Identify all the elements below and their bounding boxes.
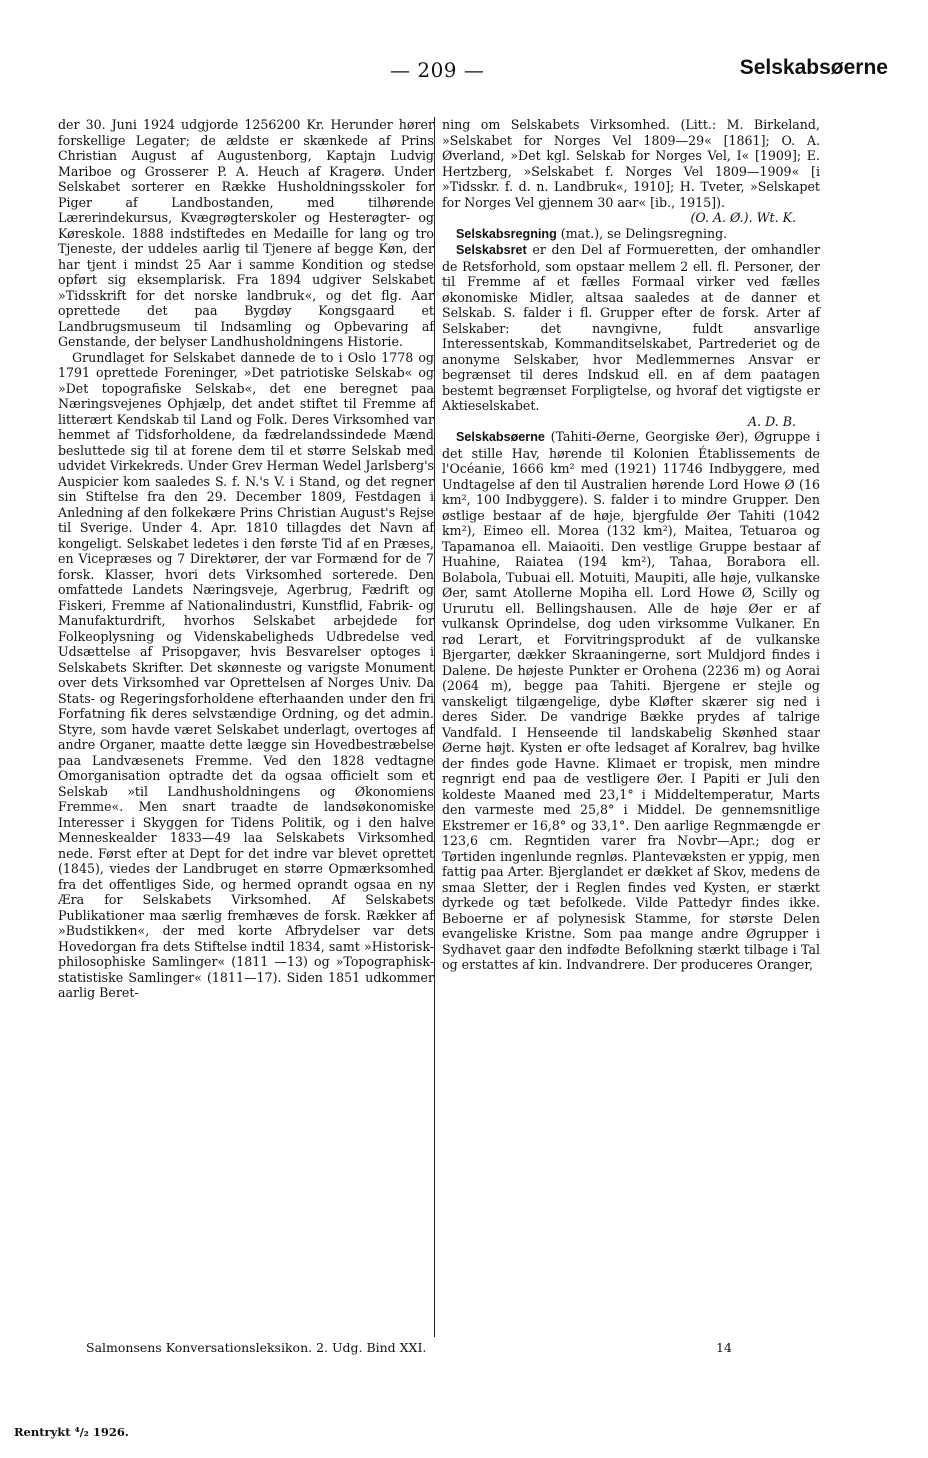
author-signature: A. D. B.	[747, 413, 796, 429]
reprint-note: Rentrykt ⁴/₂ 1926.	[14, 1425, 129, 1439]
entry-text: (mat.), se Delingsregning.	[556, 225, 728, 241]
entry-text: (Tahiti-Øerne, Georgiske Øer), Øgruppe i det stille Hav, hørende til Kolonien Établissements de l'Océanie, 1666 km² med (1921) 11746 Indbyggere, med Undtagelse af den til Australien hørende Lord Howe Ø (16 km², 100 Indbyggere). S. falder i to mindre Grupper. Den østlige bestaar af de høje, bjergfulde Øer Tahiti (1042 km²), Eimeo ell. Morea (132 km²), Maitea, Tetuaroa og Tapamanoa ell. Maiaoiti. Den vestlige Gruppe bestaar af Huahine, Raiatea (194 km²), Tahaa, Borabora ell. Bolabola, Tubuai ell. Motuiti, Maupiti, alle høje, vulkanske Øer, samt Atollerne Mopiha ell. Lord Howe Ø, Scilly og Ururutu ell. Bellingshausen. Alle de høje Øer er af vulkansk Oprindelse, dog uden virksomme Vulkaner. En rød Lerart, et Forvitringsprodukt af de vulkanske Bjergarter, dækker Skraaningerne, sort Muldjord findes i Dalene. De højeste Punkter er Orohena (2236 m) og Aorai (2064 m), begge paa Tahiti. Bjergene er stejle og vanskeligt tilgængelige, dybe Kløfter skærer sig ned i deres Sider. De vandrige Bække prydes af talrige Vandfald. I Henseende til landskabelig Skønhed staar Øerne højt. Kysten er ofte ledsaget af Koralrev, bag hvilke der findes gode Havne. Klimaet er tropisk, men mindre regnrigt end paa de vestligere Øer. I Papiti er Juli den koldeste Maaned med 23,1° i Middeltemperatur, Marts den varmeste med 25,8° i Middel. De gennemsnitlige Ekstremer er 16,8° og 33,1°. Den aarlige Regnmængde er 123,6 cm. Regntiden varer fra Novbr—Apr.; dog er Tørtiden ingenlunde regnløs. Plantevæksten er yppig, men fattig paa Arter. Bjerglandet er dækket af Skov, medens de smaa Sletter, der i Reglen findes ved Kysten, er stærkt dyrkede og tæt befolkede. Vilde Pattedyr findes ikke. Beboerne er af polynesisk Stamme, for største Delen evangeliske Kristne. Som paa mange andre Øgrupper i Sydhavet gaar den indfødte Befolkning stærkt tilbage i Tal og erstattes af kin. Indvandrere. Der produceres Oranger,	[442, 429, 820, 972]
column-divider	[434, 117, 435, 1337]
publication-line: Salmonsens Konversationsleksikon. 2. Udg. Bind XXI.	[86, 1340, 427, 1355]
paragraph	[442, 117, 820, 226]
page-number: — 209 —	[390, 58, 485, 82]
running-title: Selskabsøerne	[739, 56, 888, 79]
paragraph: Grundlaget for Selskabet dannede de to i Oslo 1778 og 1791 oprettede Foreninger, »Det patriotiske Selskab« og »Det topografiske Selskab«, det ene beregnet paa Næringsvejenes Ophjælp, det andet stiftet til Fremme af litterært Kendskab til Land og Folk. Deres Virksomhed var hemmet af Tidsforholdene, da fædrelandssindede Mænd besluttede sig til at forene dem til et større Selskab med udvidet Virkekreds. Under Grev Herman Wedel Jarlsberg's Auspicier kom saaledes S. f. N.'s V. i Stand, og det regner sin Stiftelse fra den 29. December 1809, Festdagen i Anledning af den folkekære Prins Christian August's Rejse til Sverige. Under 4. Apr. 1810 tillagdes det Navn af kongeligt. Selskabet ledetes i den første Tid af en Præses, en Vicepræses og 7 Direktører, der var Formænd for de 7 forsk. Klasser, hvori dets Virksomhed sorterede. Den omfattede Landets Næringsveje, Agerbrug, Fædrift og Fiskeri, Fremme af Nationalindustri, Kunstflid, Fabrik- og Manufakturdrift, hvorhos Selskabet arbejdede for Folkeoplysning og Videnskabeligheds Udbredelse ved Udsættelse af Prisopgaver, hvis Besvarelser optoges i Selskabets Skrifter. Det skønneste og varigste Monument over dets Virksomhed var Oprettelsen af Norges Univ. Da Stats- og Regeringsforholdene efterhaanden under den fri Forfatning fik deres selvstændige Ordning, og det admin. Styre, som havde været Selskabet underlagt, overtoges af andre Organer, maatte dette lægge sin Hovedbestræbelse paa Landvæsenets Fremme. Ved den 1828 vedtagne Omorganisation optradte det da ogsaa officielt som et Selskab »til Landhusholdningens og Økonomiens Fremme«. Men snart traadte de landsøkonomiske Interesser i Skyggen for Tidens Politik, og i den halve Menneskealder 1833—49 laa Selskabets Virksomhed nede. Først efter at Dept for det indre var blevet oprettet (1845), viedes der Landbruget en større Opmærksomhed fra det offentliges Side, og hermed oprandt ogsaa en ny Æra for Selskabets Virksomhed. Af Selskabets Publikationer maa særlig fremhæves de forsk. Rækker af »Budstikken«, der med korte Afbrydelser var dets Hovedorgan fra dets Stiftelse indtil 1834, samt »Historisk-philosophiske Samlinger« (1811 —13) og »Topographisk-statistiske Samlinger« (1811—17). Siden 1851 udkommer aarlig Beret-	[58, 349, 434, 1000]
author-signature: (O. A. Ø.). Wt. K.	[690, 210, 796, 225]
right-column	[442, 117, 820, 973]
paragraph-text: ning om Selskabets Virksomhed. (Litt.: M. Birkeland, »Selskabet for Norges Vel 1809—29« [1861]; O. A. Øverland, »Det kgl. Selskab for Norges Vel, I« [1909]; E. Hertzberg, »Selskabet f. Norges Vel 1809—1909« [i »Tidsskr. f. d. n. Landbruk«, 1910]; H. Tveter, »Selskapet for Norges Vel gjennem 30 aar« [ib., 1915]).	[442, 117, 820, 210]
entry-headword: Selskabsøerne	[456, 430, 545, 444]
entry-headword: Selskabsregning	[456, 226, 557, 241]
article-columns	[58, 117, 888, 1337]
paragraph: der 30. Juni 1924 udgjorde 1256200 Kr. Herunder hører forskellige Legater; de ældste er skænkede af Prins Christian August af Augustenborg, Kaptajn Ludvig Mariboe og Grosserer P. A. Heuch af Kragerø. Under Selskabet sorterer en Række Husholdningsskoler for Piger af Landbostanden, med tilhørende Lærerindekursus, Kvægrøgterskoler og Hesterøgter- og Køreskole. 1888 indstiftedes en Medaille for lang og tro Tjeneste, der uddeles aarlig til Tjenere af begge Køn, der har tjent i mindst 25 Aar i samme Kondition og stedse opført sig eksemplarisk. Fra 1894 udgiver Selskabet »Tidsskrift for det norske landbruk«, og det flg. Aar oprettede det paa Bygdøy Kongsgaard et Landbrugsmuseum til Indsamling og Opbevaring af Genstande, der belyser Landhusholdningens Historie.	[58, 117, 434, 349]
entry-selskabsret	[442, 242, 820, 429]
page-footer	[86, 1340, 806, 1360]
entry-text: er den Del af Formueretten, der omhandler de Retsforhold, som opstaar mellem 2 ell. fl. Personer, der til Fremme af et fælles Formaal virker ved fælles økonomiske Midler, altsaa saaledes at de danner et Selskab. S. falder i fl. Grupper efter de forsk. Arter af Selskaber: det navngivne, fuldt ansvarlige Interessentskab, Kommanditselskabet, Partrederiet og de anonyme Selskaber, hvor Medlemmernes Ansvar er begrænset til deres Indskud ell. en af dem paatagen bestemt begrænset Forpligtelse, og hvoraf det vigtigste er Aktieselskabet.	[442, 242, 820, 413]
entry-headword: Selskabsret	[456, 243, 527, 257]
sheet-signature: 14	[716, 1340, 732, 1355]
page-header	[60, 58, 888, 88]
left-column	[58, 117, 434, 1001]
entry-selskabsregning	[442, 226, 820, 243]
entry-selskabsoerne	[442, 429, 820, 973]
